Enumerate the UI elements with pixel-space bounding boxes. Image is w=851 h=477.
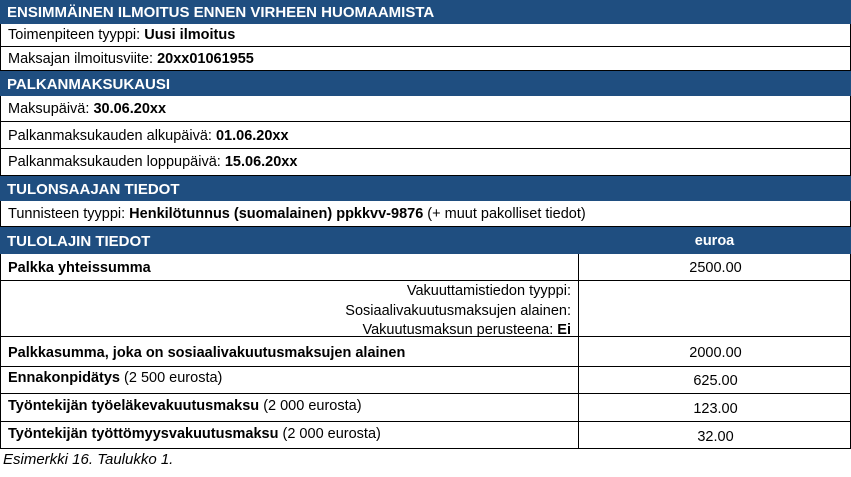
row-identifier-type [0,201,851,227]
label: Ennakonpidätys [8,370,120,386]
value: Uusi ilmoitus [144,27,236,43]
value: 01.06.20xx [215,128,289,144]
label: Palkanmaksukauden alkupäivä: [8,128,216,144]
label: Työntekijän työeläkevakuutusmaksu [8,398,260,414]
value: 2500.00 [689,260,742,276]
value: 15.06.20xx [224,154,298,170]
social-insurance-label: Sosiaalivakuutusmaksujen alainen: [345,302,571,319]
value: Henkilötunnus (suomalainen) ppkkvv-9876 [129,206,424,222]
section-title: TULOLAJIN TIEDOT [7,233,151,250]
section-title: TULONSAAJAN TIEDOT [7,181,180,198]
row-pension-insurance [0,394,851,422]
value: 625.00 [693,373,738,389]
label: Työntekijän työttömyysvakuutusmaksu [8,426,279,442]
note: (2 000 eurosta) [259,398,362,414]
value: 32.00 [697,429,734,445]
value: 30.06.20xx [93,101,167,117]
row-payer-reference [0,47,851,71]
section-header-recipient [0,176,851,201]
label: Palkka yhteissumma [8,260,151,276]
section-header-pay-period [0,71,851,96]
value: 20xx01061955 [157,51,254,67]
insurance-basis-label: Vakuutusmaksun perusteena: [362,322,558,338]
label: Tunnisteen tyyppi: [8,206,130,222]
table-caption: Esimerkki 16. Taulukko 1. [3,451,174,468]
label: Palkkasumma, joka on sosiaalivakuutusmaksujen alainen [8,345,406,361]
note: (2 000 eurosta) [278,426,381,442]
row-period-start [0,122,851,149]
insurance-type-label: Vakuuttamistiedon tyyppi: [406,283,571,299]
label: Palkanmaksukauden loppupäivä: [8,154,225,170]
label: Toimenpiteen tyyppi: [8,27,145,43]
label: Maksajan ilmoitusviite: [8,51,158,67]
section-title: ENSIMMÄINEN ILMOITUS ENNEN VIRHEEN HUOMAAMISTA [7,4,435,21]
value: 123.00 [693,401,738,417]
note: (2 500 eurosta) [120,370,223,386]
row-social-insured-amount [0,337,851,367]
row-action-type [0,24,851,47]
section-header-income-type [0,227,851,254]
row-insurance-info [0,281,851,337]
row-period-end [0,149,851,176]
insurance-basis-value: Ei [557,322,571,338]
label: Maksupäivä: [8,101,94,117]
section-title: PALKANMAKSUKAUSI [7,76,171,93]
currency-header: euroa [694,233,735,249]
value: 2000.00 [689,345,742,361]
section-header-first-report [0,0,851,24]
note: (+ muut pakolliset tiedot) [423,206,586,222]
row-unemployment-insurance [0,422,851,449]
row-pay-date [0,96,851,122]
row-withholding [0,367,851,394]
row-total-salary [0,254,851,281]
